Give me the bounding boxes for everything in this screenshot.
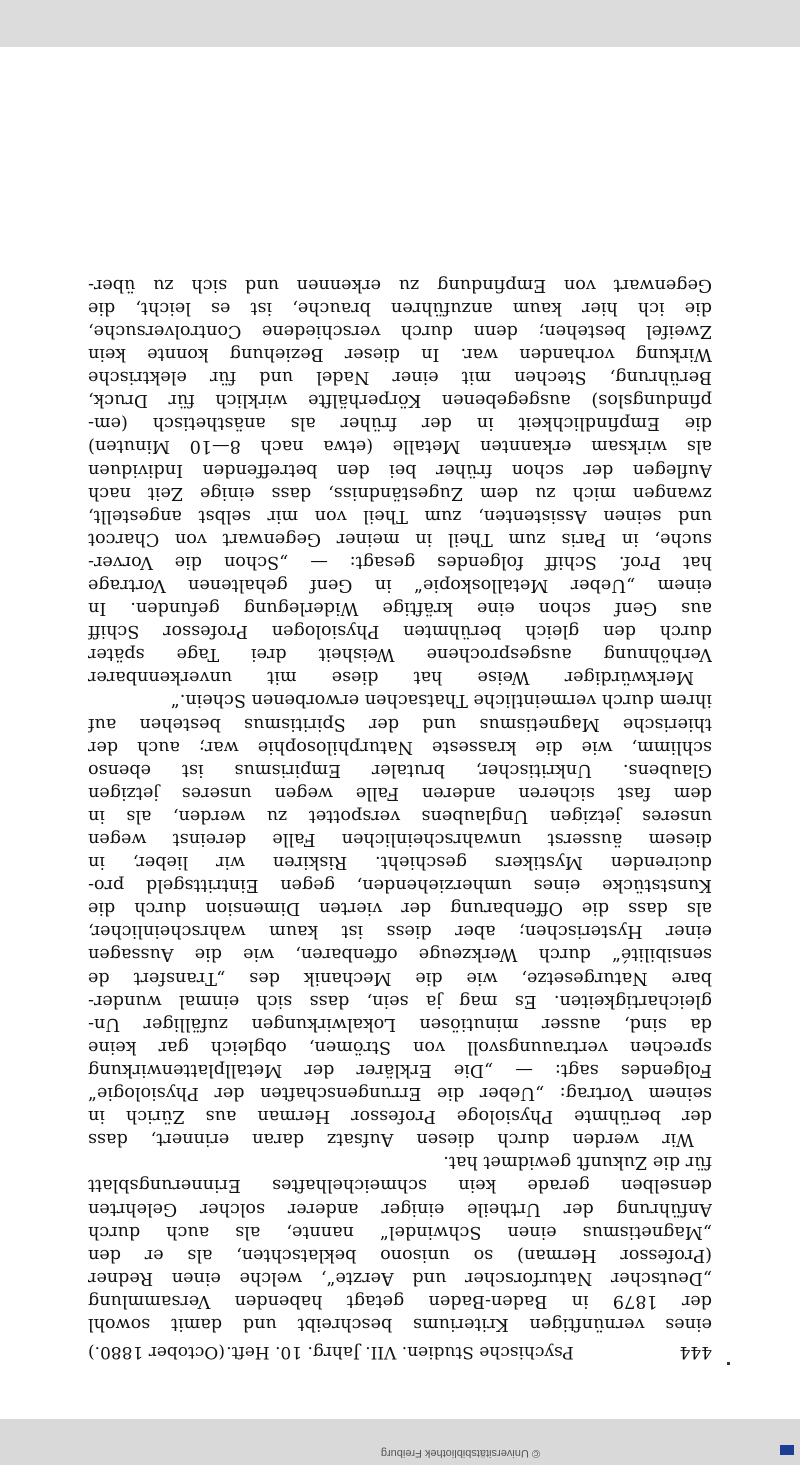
text-line: einem „Ueber Metalloskopie“ in Genf gehaltenen Vortrage	[88, 575, 712, 595]
text-line: der 1879 in Baden-Baden getagt habenden Versammlung	[88, 1290, 712, 1311]
text-line: die ich hier kaum anzuführen brauche, ist es leicht, die	[88, 297, 712, 318]
text-line: als wirksam erkannten Metalle (etwa nach 8—10 Minuten)	[88, 436, 712, 457]
text-line: sensibilité“ durch Werkzeuge offenbaren, wie die Aussagen	[88, 944, 712, 965]
text-line: pfindungslos) ausgegebenen Körperhälfte wirklich für Druck,	[88, 390, 712, 411]
scan-speck	[727, 1362, 730, 1365]
text-line: für die Zukunft gewidmet hat.	[443, 1152, 712, 1173]
text-line: Kunststücke eines umherziehenden, gegen Eintrittsgeld pro-	[88, 875, 712, 896]
text-line: suche, in Paris zum Theil in meiner Gegenwart von Charcot	[88, 528, 712, 549]
text-line: diesem äusserst unwahrscheinlichen Falle dereinst wegen	[88, 829, 712, 850]
page-body-text	[88, 273, 712, 1335]
text-line: Auflegen der schon früher bei den betreffenden Individuen	[88, 459, 712, 480]
text-line: durch den gleich berühmten Physiologen Professor Schiff	[88, 621, 712, 642]
text-line: einer Hysterischen; aber diess ist kaum wahrscheinlicher,	[88, 921, 712, 942]
text-line: Folgendes sagt: — „Die Erklärer der Metallplattenwirkung	[88, 1059, 712, 1080]
text-line: Verhöhnung ausgesprochene Weisheit drei Tage später	[88, 644, 712, 665]
text-line: eines vernünftigen Kriteriums beschreibt und damit sowohl	[88, 1314, 712, 1334]
running-title: Psychische Studien. VII. Jahrg. 10. Heft.	[226, 1342, 574, 1362]
text-line: (Professor Herman) so unisono beklatschten, als er den	[88, 1244, 712, 1265]
text-line: bare Naturgesetze, wie die Mechanik des „Transfert de	[88, 967, 712, 988]
text-line: sprechen vertrauungsvoll von Strömen, obgleich gar keine	[88, 1036, 712, 1057]
text-line: thierische Magnetismus und der Spiritismus bestehen auf	[88, 713, 712, 734]
text-line: aus Genf schon eine kräftige Widerlegung gefunden. In	[88, 598, 712, 619]
text-line: ducirenden Mystikers geschieht. Riskiren wir lieber, in	[88, 852, 712, 873]
text-line: zwangen mich zu dem Zugeständniss, dass einige Zeit nach	[88, 482, 712, 503]
text-line: als dass die Offenbarung der vierten Dimension durch die	[88, 898, 712, 919]
text-line: dem fast sicheren anderen Falle wegen unseres jetzigen	[88, 782, 712, 803]
text-line: hat Prof. Schiff folgendes gesagt: — „Schon die Vorver-	[88, 551, 712, 572]
text-line: ihrem durch vermeintliche Thatsachen erworbenen Schein.“	[170, 690, 712, 711]
text-line: Gegenwart von Empfindung zu erkennen und sich zu über-	[88, 274, 712, 295]
text-line: „Deutscher Naturforscher und Aerzte“, welche einen Redner	[88, 1267, 712, 1288]
issue-date: (October 1880.)	[88, 1342, 225, 1362]
text-line: Merkwürdiger Weise hat diese mit unverkennbarer	[88, 667, 694, 688]
text-line: Glaubens. Unkritischer, brutaler Empirismus ist ebenso	[88, 759, 712, 780]
text-line: unseres jetzigen Unglaubens verspottet zu werden, als in	[88, 805, 712, 826]
text-line: die Empfindlichkeit in der früher als anästhetisch (em-	[88, 413, 712, 434]
footer-logo-icon	[780, 1445, 794, 1455]
text-line: denselben gerade kein schmeichelhaftes Erinnerungsblatt	[88, 1175, 712, 1196]
text-line: Wir werden durch diesen Aufsatz daran erinnert, dass	[88, 1129, 694, 1150]
text-line: da sind, ausser minutiösen Lokalwirkungen zufälliger Un-	[88, 1013, 712, 1034]
text-line: und seinen Assistenten, zum Theil von mir selbst angestellt,	[88, 505, 712, 526]
text-line: seinem Vortrag: „Ueber die Errungenschaften der Physiologie“	[88, 1083, 712, 1104]
footer-copyright: © Universitätsbibliothek Freiburg	[380, 1447, 540, 1459]
viewer-header-bar	[0, 0, 800, 47]
text-line: Wirkung vorhanden war. In dieser Beziehung konnte kein	[88, 344, 712, 365]
viewer-footer-bar	[0, 1419, 800, 1465]
text-line: gleichartigkeiten. Es mag ja sein, dass sich einmal wunder-	[88, 990, 712, 1011]
text-line: Anführung der Urtheile einiger anderer solcher Gelehrten	[88, 1198, 712, 1219]
text-line: schlimm, wie die krasseste Naturphilosophie war; auch der	[88, 736, 712, 757]
text-line: Zweifel bestehen; denn durch verschiedene Controlversuche,	[88, 320, 712, 341]
page-number: 444	[679, 1342, 712, 1362]
text-line: „Magnetismus einen Schwindel“ nannte, als auch durch	[88, 1221, 712, 1242]
text-line: Berührung, Stechen mit einer Nadel und für elektrische	[88, 367, 712, 388]
text-line: der berühmte Physiologe Professor Herman aus Zürich in	[88, 1106, 712, 1127]
